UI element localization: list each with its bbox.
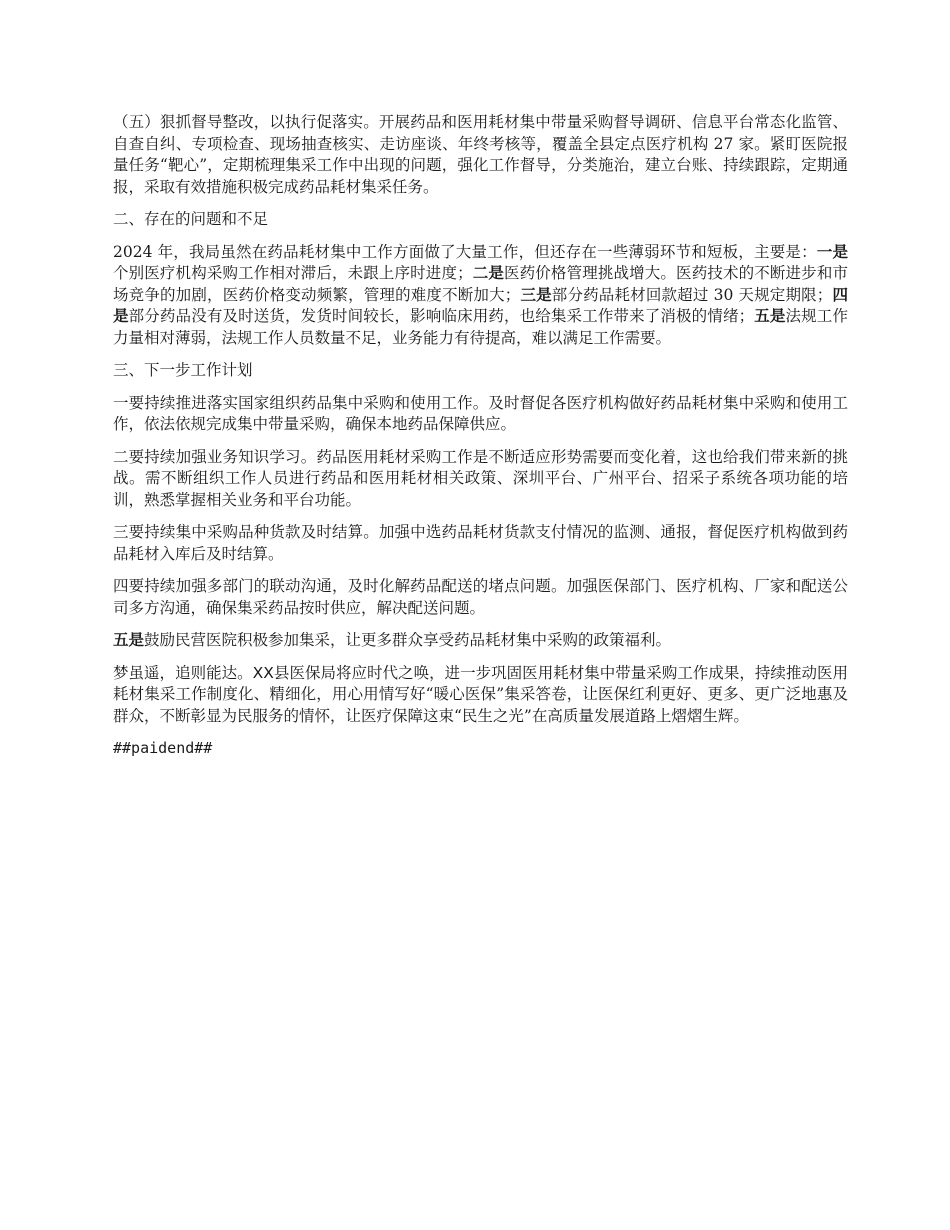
problem-2-text: 医药价格管理挑战增大。医药技术的不断进步和市场竞争的加剧，医药价格变动频繁，管理的难度不断加大； (113, 264, 848, 304)
closing-county-placeholder: XX (252, 663, 274, 682)
section-5-text: （五）狠抓督导整改，以执行促落实。开展药品和医用耗材集中带量采购督导调研、信息平台常态化监管、自查自纠、专项检查、现场抽查核实、走访座谈、年终考核等，覆盖全县定点医疗机构 27 家。紧盯医院报量任务“靶心”，定期梳理集采工作中出现的问题，强化工作督导，分类施治，建立台账、持续跟踪，定期通报，采取有效措施积极完成药品耗材集采任务。 (113, 113, 848, 196)
plan-item-5 (113, 630, 848, 652)
problem-5-text: 法规工作力量相对薄弱，法规工作人员数量不足，业务能力有待提高，难以满足工作需要。 (113, 307, 848, 347)
plan-item-5-text: 鼓励民营医院积极参加集采，让更多群众享受药品耗材集中采购的政策福利。 (144, 631, 672, 649)
plan-item-3: 三要持续集中采购品种货款及时结算。加强中选药品耗材货款支付情况的监测、通报，督促医疗机构做到药品耗材入库后及时结算。 (113, 523, 848, 563)
closing-paragraph (113, 663, 848, 728)
section-5-paragraph (113, 112, 848, 198)
problem-4-label: 四是 (113, 285, 848, 325)
end-marker: ##paidend## (113, 739, 213, 757)
problem-4-text: 部分药品没有及时送货，发货时间较长，影响临床用药，也给集采工作带来了消极的情绪； (128, 307, 755, 325)
plan-heading: 三、下一步工作计划 (113, 361, 253, 379)
closing-text: 县医保局将应时代之唤，进一步巩固医用耗材集中带量采购工作成果，持续推动医用耗材集采工作制度化、精细化，用心用情写好“暖心医保”集采答卷，让医保红利更好、更多、更广泛地惠及群众，不断彰显为民服务的情怀，让医疗保障这束“民生之光”在高质量发展道路上熠熠生辉。 (113, 663, 848, 725)
problem-2-label: 二是 (472, 264, 505, 282)
plan-item-2: 二要持续加强业务知识学习。药品医用耗材采购工作是不断适应形势需要而变化着，这也给我们带来新的挑战。需不断组织工作人员进行药品和医用耗材相关政策、深圳平台、广州平台、招采子系统各项功能的培训，熟悉掌握相关业务和平台功能。 (113, 447, 848, 509)
problems-heading: 二、存在的问题和不足 (113, 210, 269, 228)
plan-item-5-label: 五是 (113, 631, 145, 649)
plan-item-1: 一要持续推进落实国家组织药品集中采购和使用工作。及时督促各医疗机构做好药品耗材集中采购和使用工作，依法依规完成集中带量采购，确保本地药品保障供应。 (113, 393, 848, 433)
closing-lead: 梦虽遥，追则能达。 (113, 663, 253, 682)
problem-3-label: 三是 (520, 285, 552, 304)
problem-1-text: 个别医疗机构采购工作相对滞后，未跟上序时进度； (113, 264, 473, 282)
problems-intro: 2024 年，我局虽然在药品耗材集中工作方面做了大量工作，但还存在一些薄弱环节和短板，主要是： (113, 242, 817, 261)
problems-paragraph (113, 242, 848, 350)
document-page (113, 112, 848, 771)
plan-item-4: 四要持续加强多部门的联动沟通，及时化解药品配送的堵点问题。加强医保部门、医疗机构、厂家和配送公司多方沟通，确保集采药品按时供应，解决配送问题。 (113, 577, 848, 617)
problem-1-label: 一是 (816, 242, 848, 261)
problem-3-text: 部分药品耗材回款超过 30 天规定期限； (551, 285, 833, 304)
problem-5-label: 五是 (754, 307, 786, 325)
